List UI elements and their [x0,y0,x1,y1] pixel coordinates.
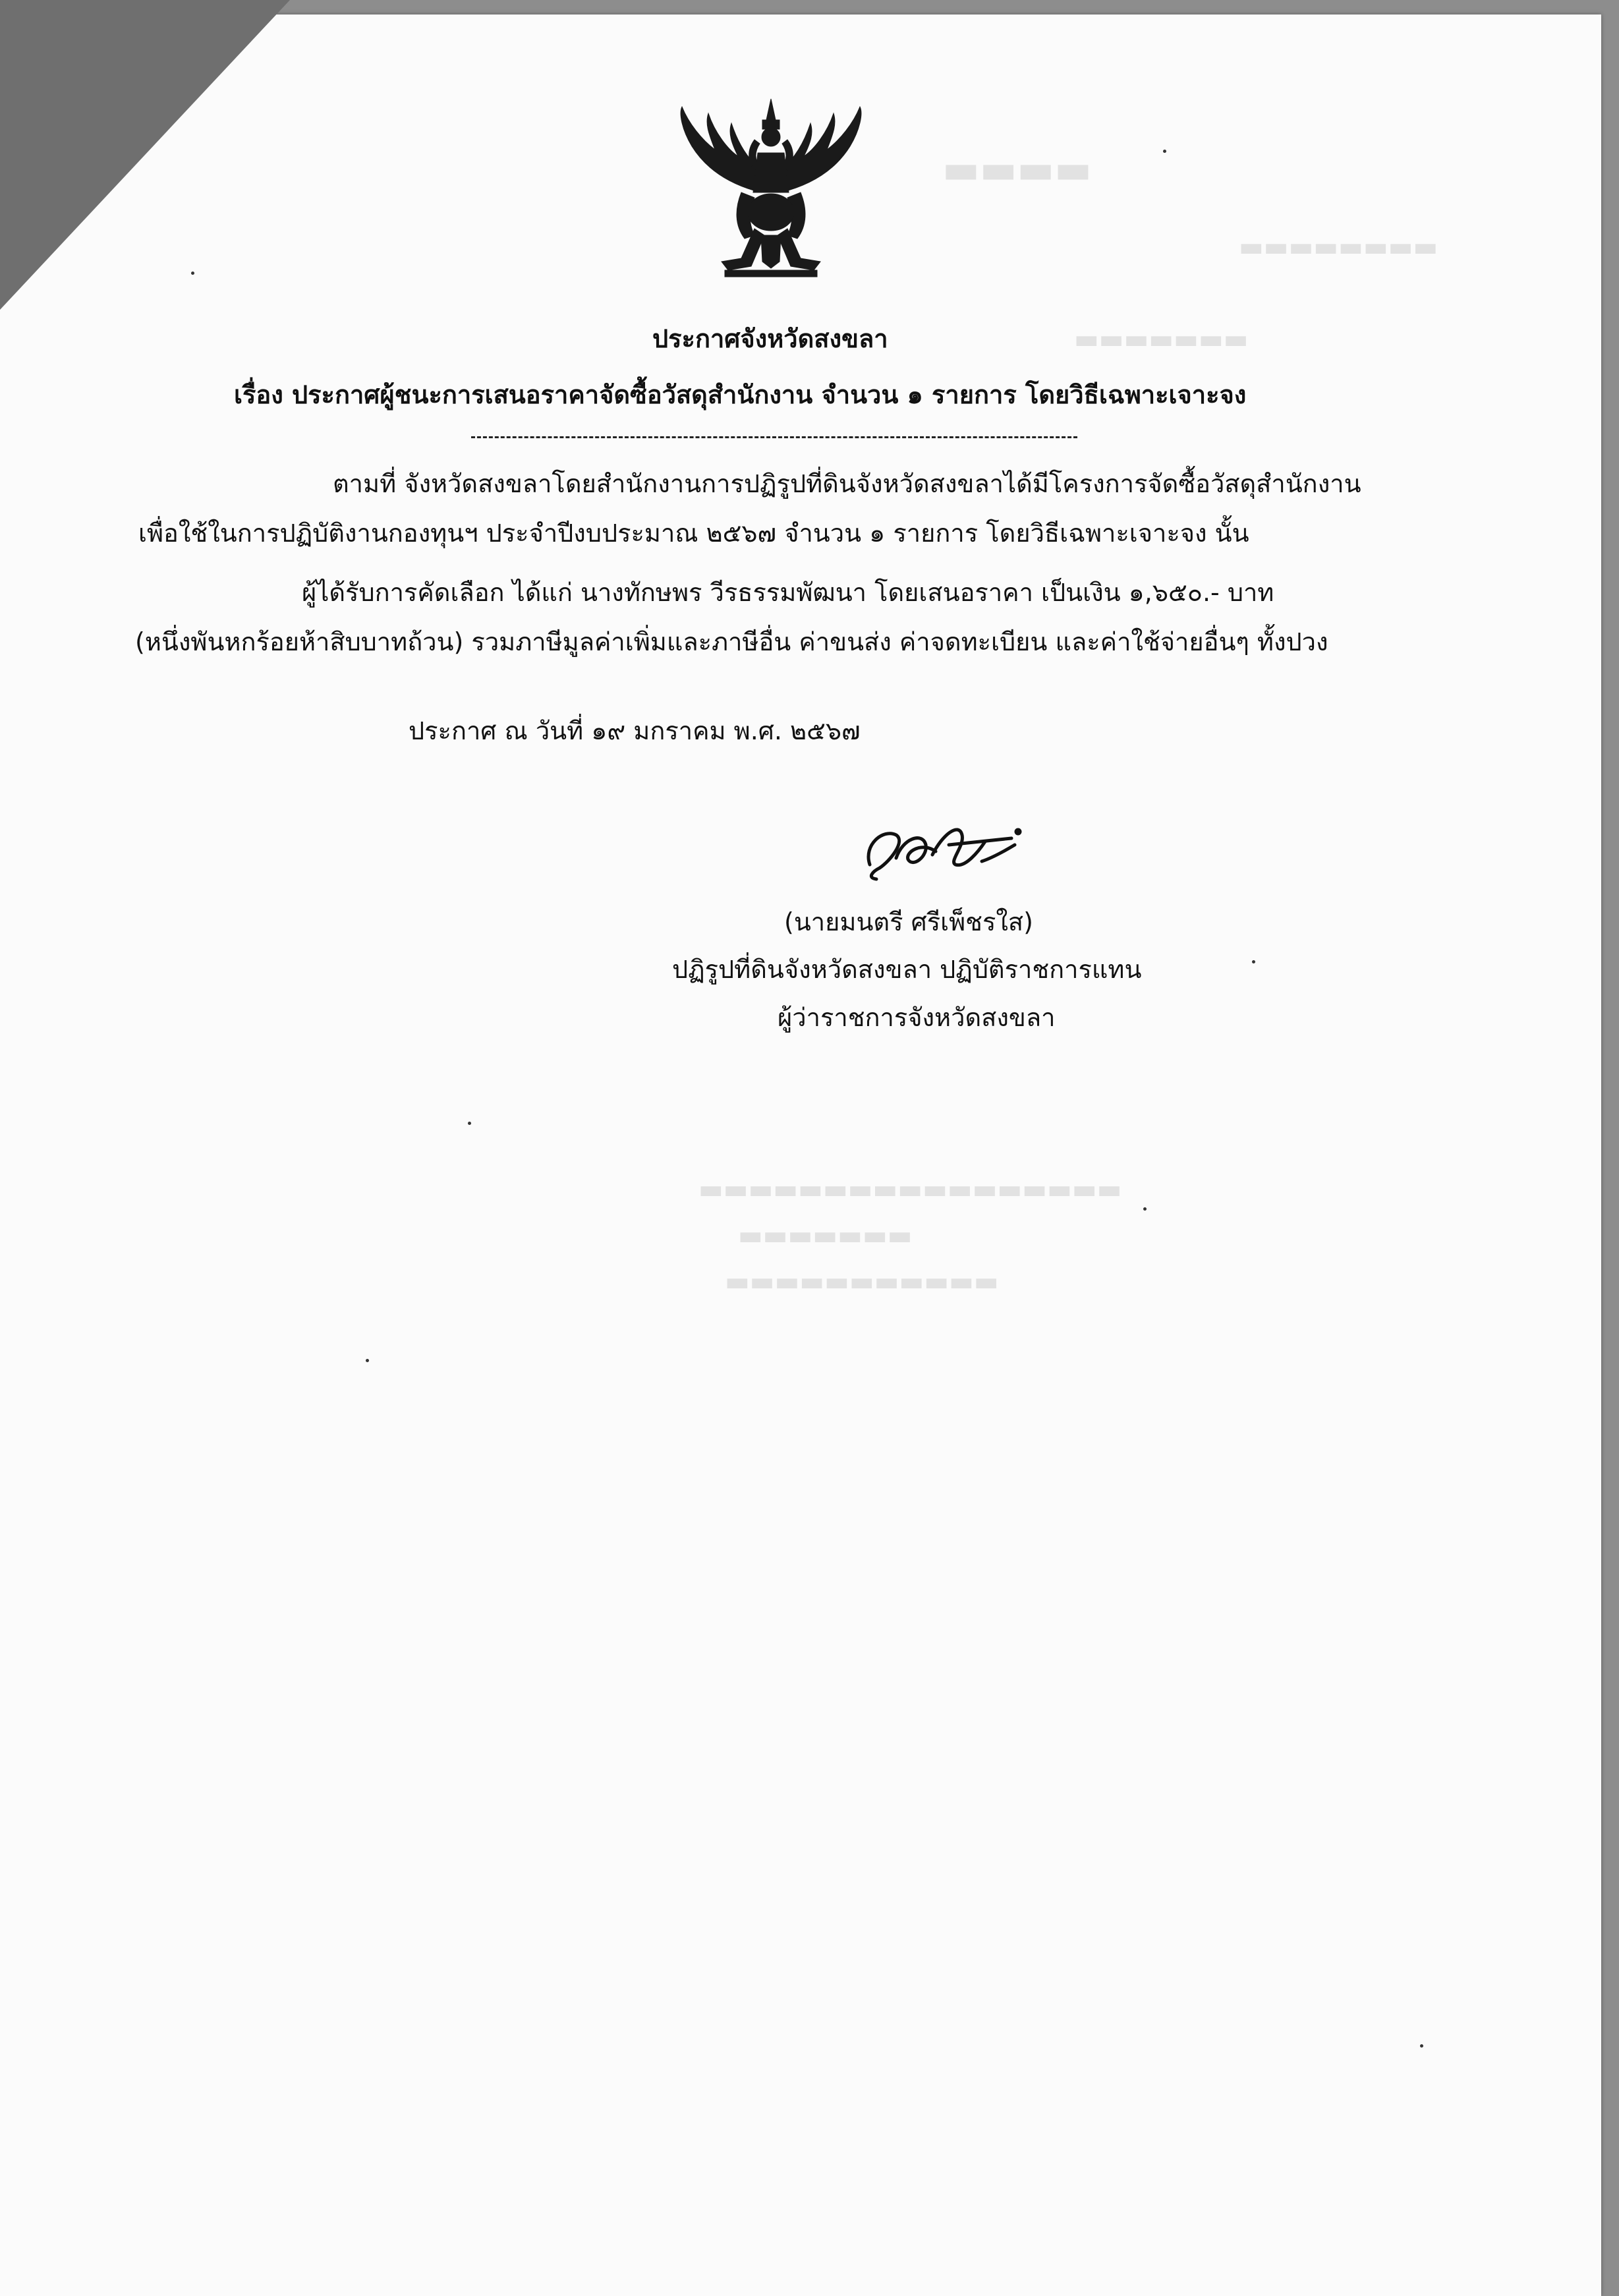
garuda-emblem-icon [662,94,880,311]
scan-speck [468,1122,471,1125]
announcement-date: ประกาศ ณ วันที่ ๑๙ มกราคม พ.ศ. ๒๕๖๗ [409,716,861,745]
document-subject: เรื่อง ประกาศผู้ชนะการเสนอราคาจัดซื้อวัสดุสำนักงาน จำนวน ๑ รายการ โดยวิธีเฉพาะเจาะจง [234,380,1247,409]
scan-speck [366,1359,369,1362]
paragraph-1-line-1: ตามที่ จังหวัดสงขลาโดยสำนักงานการปฏิรูปที่ดินจังหวัดสงขลาได้มีโครงการจัดซื้อวัสดุสำนักงาน [333,469,1361,498]
bleed-through: ▬▬▬▬ [942,146,1092,192]
signature [850,805,1035,891]
document-page [0,14,1601,2296]
separator-line [471,436,1077,438]
bleed-through: ▬▬▬▬▬▬▬▬ [1239,232,1438,262]
signer-name: (นายมนตรี ศรีเพ็ชรใส) [784,907,1033,936]
bleed-through: ▬▬▬▬▬▬▬▬▬▬▬▬▬▬▬▬▬ [698,1174,1122,1205]
document-title: ประกาศจังหวัดสงขลา [652,324,888,353]
bleed-through: ▬▬▬▬▬▬▬ [1074,324,1249,355]
folded-corner [0,0,290,310]
bleed-through: ▬▬▬▬▬▬▬ [738,1220,913,1251]
paragraph-2-line-2: (หนึ่งพันหกร้อยห้าสิบบาทถ้วน) รวมภาษีมูลค่าเพิ่มและภาษีอื่น ค่าขนส่ง ค่าจดทะเบียน และค่าใช้จ่ายอื่นๆ ทั้งปวง [135,627,1328,656]
scan-speck [1252,960,1255,963]
scan-speck [1143,1207,1147,1211]
scan-speck [1420,2044,1423,2048]
bleed-through: ▬▬▬▬▬▬▬▬▬▬▬ [725,1267,999,1297]
signer-position-2: ผู้ว่าราชการจังหวัดสงขลา [778,1003,1056,1032]
paragraph-2-line-1: ผู้ได้รับการคัดเลือก ได้แก่ นางทักษพร วีรธรรมพัฒนา โดยเสนอราคา เป็นเงิน ๑,๖๕๐.- บาท [302,578,1274,607]
signer-position-1: ปฏิรูปที่ดินจังหวัดสงขลา ปฏิบัติราชการแทน [672,955,1142,984]
paragraph-1-line-2: เพื่อใช้ในการปฏิบัติงานกองทุนฯ ประจำปีงบประมาณ ๒๕๖๗ จำนวน ๑ รายการ โดยวิธีเฉพาะเจาะจง นั้น [138,519,1249,548]
scan-speck [1163,150,1166,153]
